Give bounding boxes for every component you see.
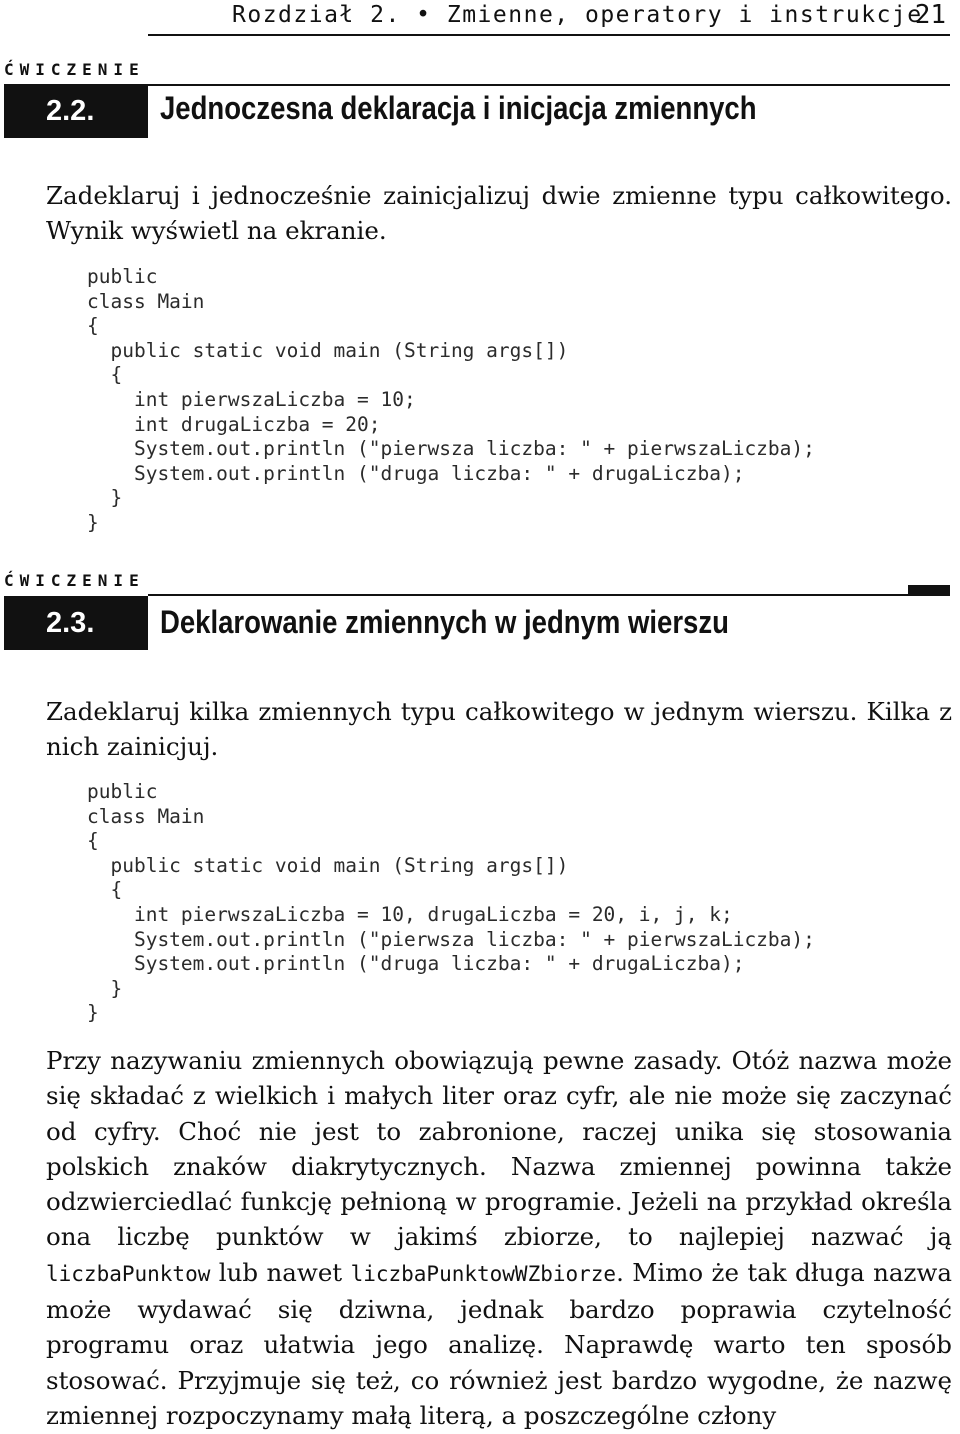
exercise-tab-marker (908, 585, 950, 595)
code-line: public (87, 265, 158, 288)
code-line: int drugaLiczba = 20; (87, 412, 381, 436)
code-line: public static void main (String args[]) (87, 338, 569, 362)
code-line: } (87, 486, 123, 510)
code-line: class Main (87, 804, 205, 828)
header-rule (148, 34, 950, 36)
chapter-title: Rozdział 2. • Zmienne, operatory i instrukcje (232, 2, 923, 28)
code-line: } (87, 510, 99, 534)
code-line: public (87, 780, 158, 803)
code-line: System.out.println ("druga liczba: " + drugaLiczba); (87, 952, 745, 976)
code-line: { (87, 363, 123, 387)
code-line: System.out.println ("druga liczba: " + drugaLiczba); (87, 461, 745, 485)
code-line: System.out.println ("pierwsza liczba: " + pierwszaLiczba); (87, 437, 815, 461)
exercise-rule (148, 594, 950, 596)
naming-rules-paragraph (46, 1043, 952, 1433)
exercise-number-box: 2.3. (4, 596, 148, 650)
running-header (0, 0, 960, 36)
exercise-label: ĆWICZENIE (4, 60, 145, 79)
exercise-label: ĆWICZENIE (4, 571, 145, 590)
code-line: int pierwszaLiczba = 10, drugaLiczba = 20, i, j, k; (87, 902, 733, 926)
code-line: { (87, 829, 99, 853)
paragraph-text: . Mimo że tak długa nazwa może wydawać się dziwna, jednak bardzo poprawia czytelność programu oraz ułatwia jego analizę. Naprawdę warto ten sposób stosować. Przyjmuje się też, co również jest bardzo wygodne, że nazwę zmiennej rozpoczynamy małą literą, a poszczególne człony (46, 1257, 952, 1430)
inline-code: liczbaPunktowWZbiorze (350, 1261, 617, 1286)
code-line: { (87, 878, 123, 902)
exercise-title: Deklarowanie zmiennych w jednym wierszu (160, 604, 729, 640)
code-listing (87, 780, 815, 1026)
inline-code: liczbaPunktow (46, 1261, 211, 1286)
exercise-intro: Zadeklaruj i jednocześnie zainicjalizuj dwie zmienne typu całkowitego. Wynik wyświetl na ekranie. (46, 181, 952, 246)
code-listing (87, 265, 815, 536)
code-line: System.out.println ("pierwsza liczba: " + pierwszaLiczba); (87, 927, 815, 951)
paragraph-text: lub nawet (210, 1257, 351, 1287)
exercise-intro: Zadeklaruj kilka zmiennych typu całkowitego w jednym wierszu. Kilka z nich zainicjuj. (46, 697, 952, 762)
paragraph-text: Przy nazywaniu zmiennych obowiązują pewne zasady. Otóż nazwa może się składać z wielkich i małych liter oraz cyfr, ale nie może się zaczynać od cyfry. Choć nie jest to zabronione, raczej unika się stosowania polskich znaków diakrytycznych. Nazwa zmiennej powinna także odzwierciedlać funkcję pełnioną w programie. Jeżeli na przykład określa ona liczbę punktów w jakimś zbiorze, to najlepiej nazwać ją (46, 1046, 952, 1252)
code-line: int pierwszaLiczba = 10; (87, 387, 416, 411)
code-line: } (87, 976, 123, 1000)
code-line: { (87, 314, 99, 338)
code-line: class Main (87, 289, 205, 313)
code-line: public static void main (String args[]) (87, 853, 569, 877)
code-line: } (87, 1001, 99, 1025)
exercise-rule (148, 84, 950, 86)
page-number: 21 (914, 0, 946, 30)
exercise-number-box: 2.2. (4, 84, 148, 138)
exercise-title: Jednoczesna deklaracja i inicjacja zmiennych (160, 90, 757, 126)
